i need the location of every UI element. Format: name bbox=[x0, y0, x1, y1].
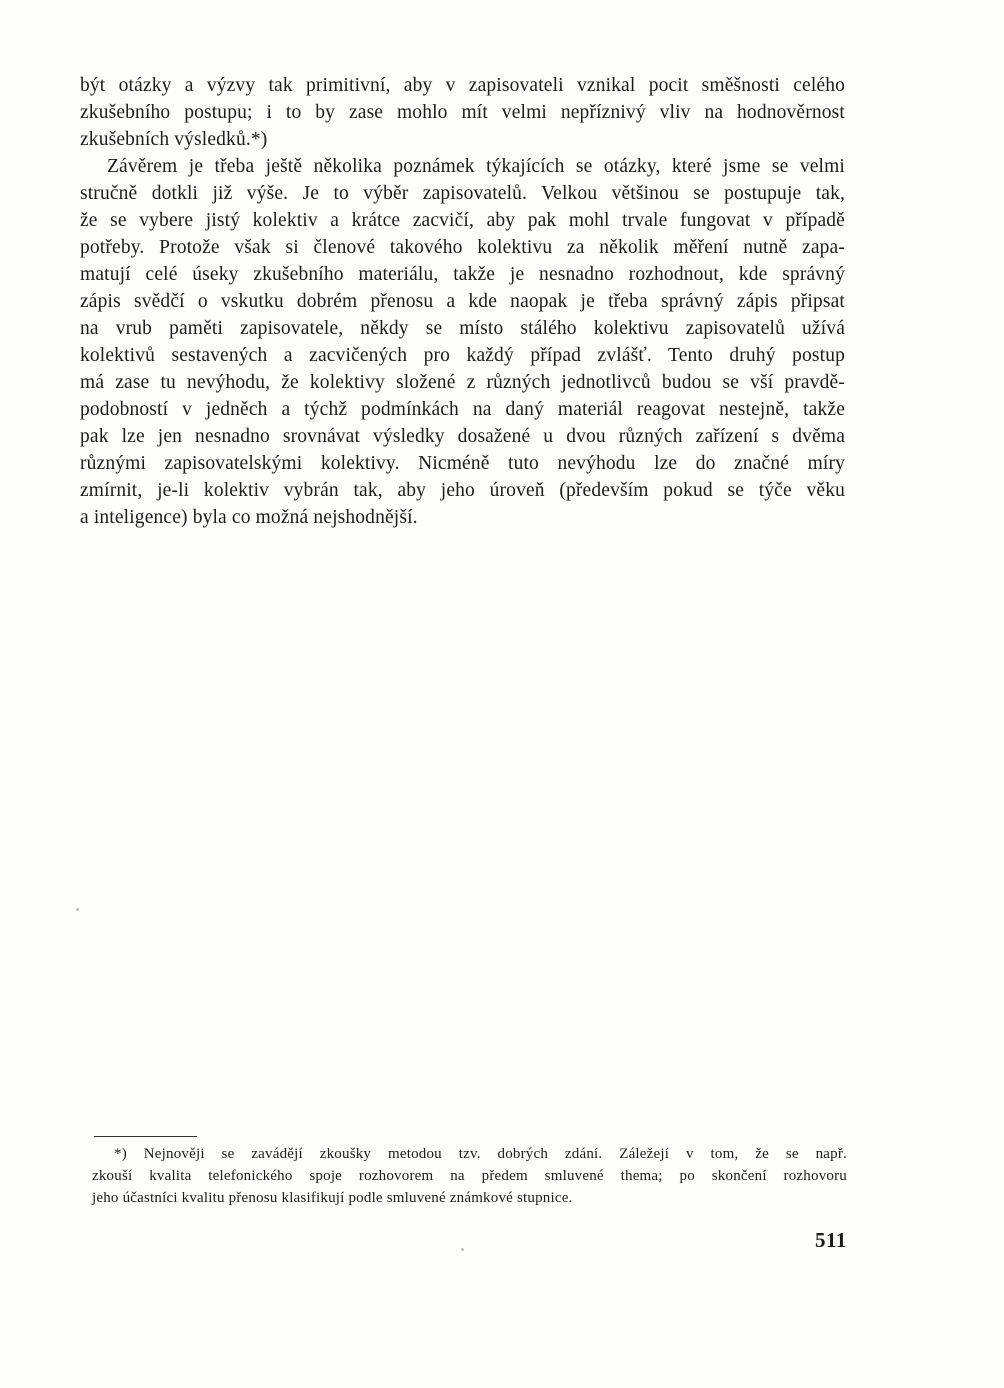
footnote-line-1: *) Nejnověji se zavádějí zkoušky metodou tzv. dobrých zdání. Záležejí v tom, že se např. bbox=[114, 1146, 847, 1162]
body-line-14: pak lze jen nesnadno srovnávat výsledky dosažené u dvou různých zařízení s dvěma bbox=[80, 426, 845, 447]
page-number: 511 bbox=[815, 1228, 847, 1252]
body-line-6: že se vybere jistý kolektiv a krátce zacvičí, aby pak mohl trvale fungovat v případě bbox=[80, 210, 845, 231]
body-line-11: kolektivů sestavených a zacvičených pro každý případ zvlášť. Tento druhý postup bbox=[80, 345, 845, 366]
footnote-divider bbox=[94, 1136, 197, 1137]
body-line-2: zkušebního postupu; i to by zase mohlo mít velmi nepříznivý vliv na hodnověrnost bbox=[80, 102, 845, 123]
scan-speck bbox=[76, 908, 79, 911]
body-line-13: podobností v jedněch a týchž podmínkách na daný materiál reagovat nestejně, takže bbox=[80, 399, 845, 420]
body-line-4: Závěrem je třeba ještě několika poznámek týkajících se otázky, které jsme se velmi bbox=[107, 156, 845, 177]
scan-speck bbox=[461, 1248, 464, 1251]
footnote bbox=[92, 1143, 847, 1209]
body-line-9: zápis svědčí o vskutku dobrém přenosu a kde naopak je třeba správný zápis připsat bbox=[80, 291, 845, 312]
body-line-17: a inteligence) byla co možná nejshodnější. bbox=[80, 507, 418, 528]
body-line-3: zkušebních výsledků.*) bbox=[80, 129, 268, 150]
footnote-line-2: zkouší kvalita telefonického spoje rozhovorem na předem smluvené thema; po skončení rozhovoru bbox=[92, 1168, 847, 1184]
body-line-5: stručně dotkli již výše. Je to výběr zapisovatelů. Velkou většinou se postupuje tak, bbox=[80, 183, 845, 204]
body-text bbox=[80, 72, 845, 531]
body-line-1: být otázky a výzvy tak primitivní, aby v zapisovateli vznikal pocit směšnosti celého bbox=[80, 75, 845, 96]
body-line-16: zmírnit, je-li kolektiv vybrán tak, aby jeho úroveň (především pokud se týče věku bbox=[80, 480, 845, 501]
footnote-line-3: jeho účastníci kvalitu přenosu klasifikují podle smluvené známkové stupnice. bbox=[92, 1190, 573, 1206]
body-line-7: potřeby. Protože však si členové takového kolektivu za několik měření nutně zapa- bbox=[80, 237, 845, 258]
body-line-12: má zase tu nevýhodu, že kolektivy složené z různých jednotlivců budou se vší pravdě- bbox=[80, 372, 845, 393]
body-line-15: různými zapisovatelskými kolektivy. Nicméně tuto nevýhodu lze do značné míry bbox=[80, 453, 845, 474]
body-line-8: matují celé úseky zkušebního materiálu, takže je nesnadno rozhodnout, kde správný bbox=[80, 264, 845, 285]
body-line-10: na vrub paměti zapisovatele, někdy se místo stálého kolektivu zapisovatelů užívá bbox=[80, 318, 845, 339]
